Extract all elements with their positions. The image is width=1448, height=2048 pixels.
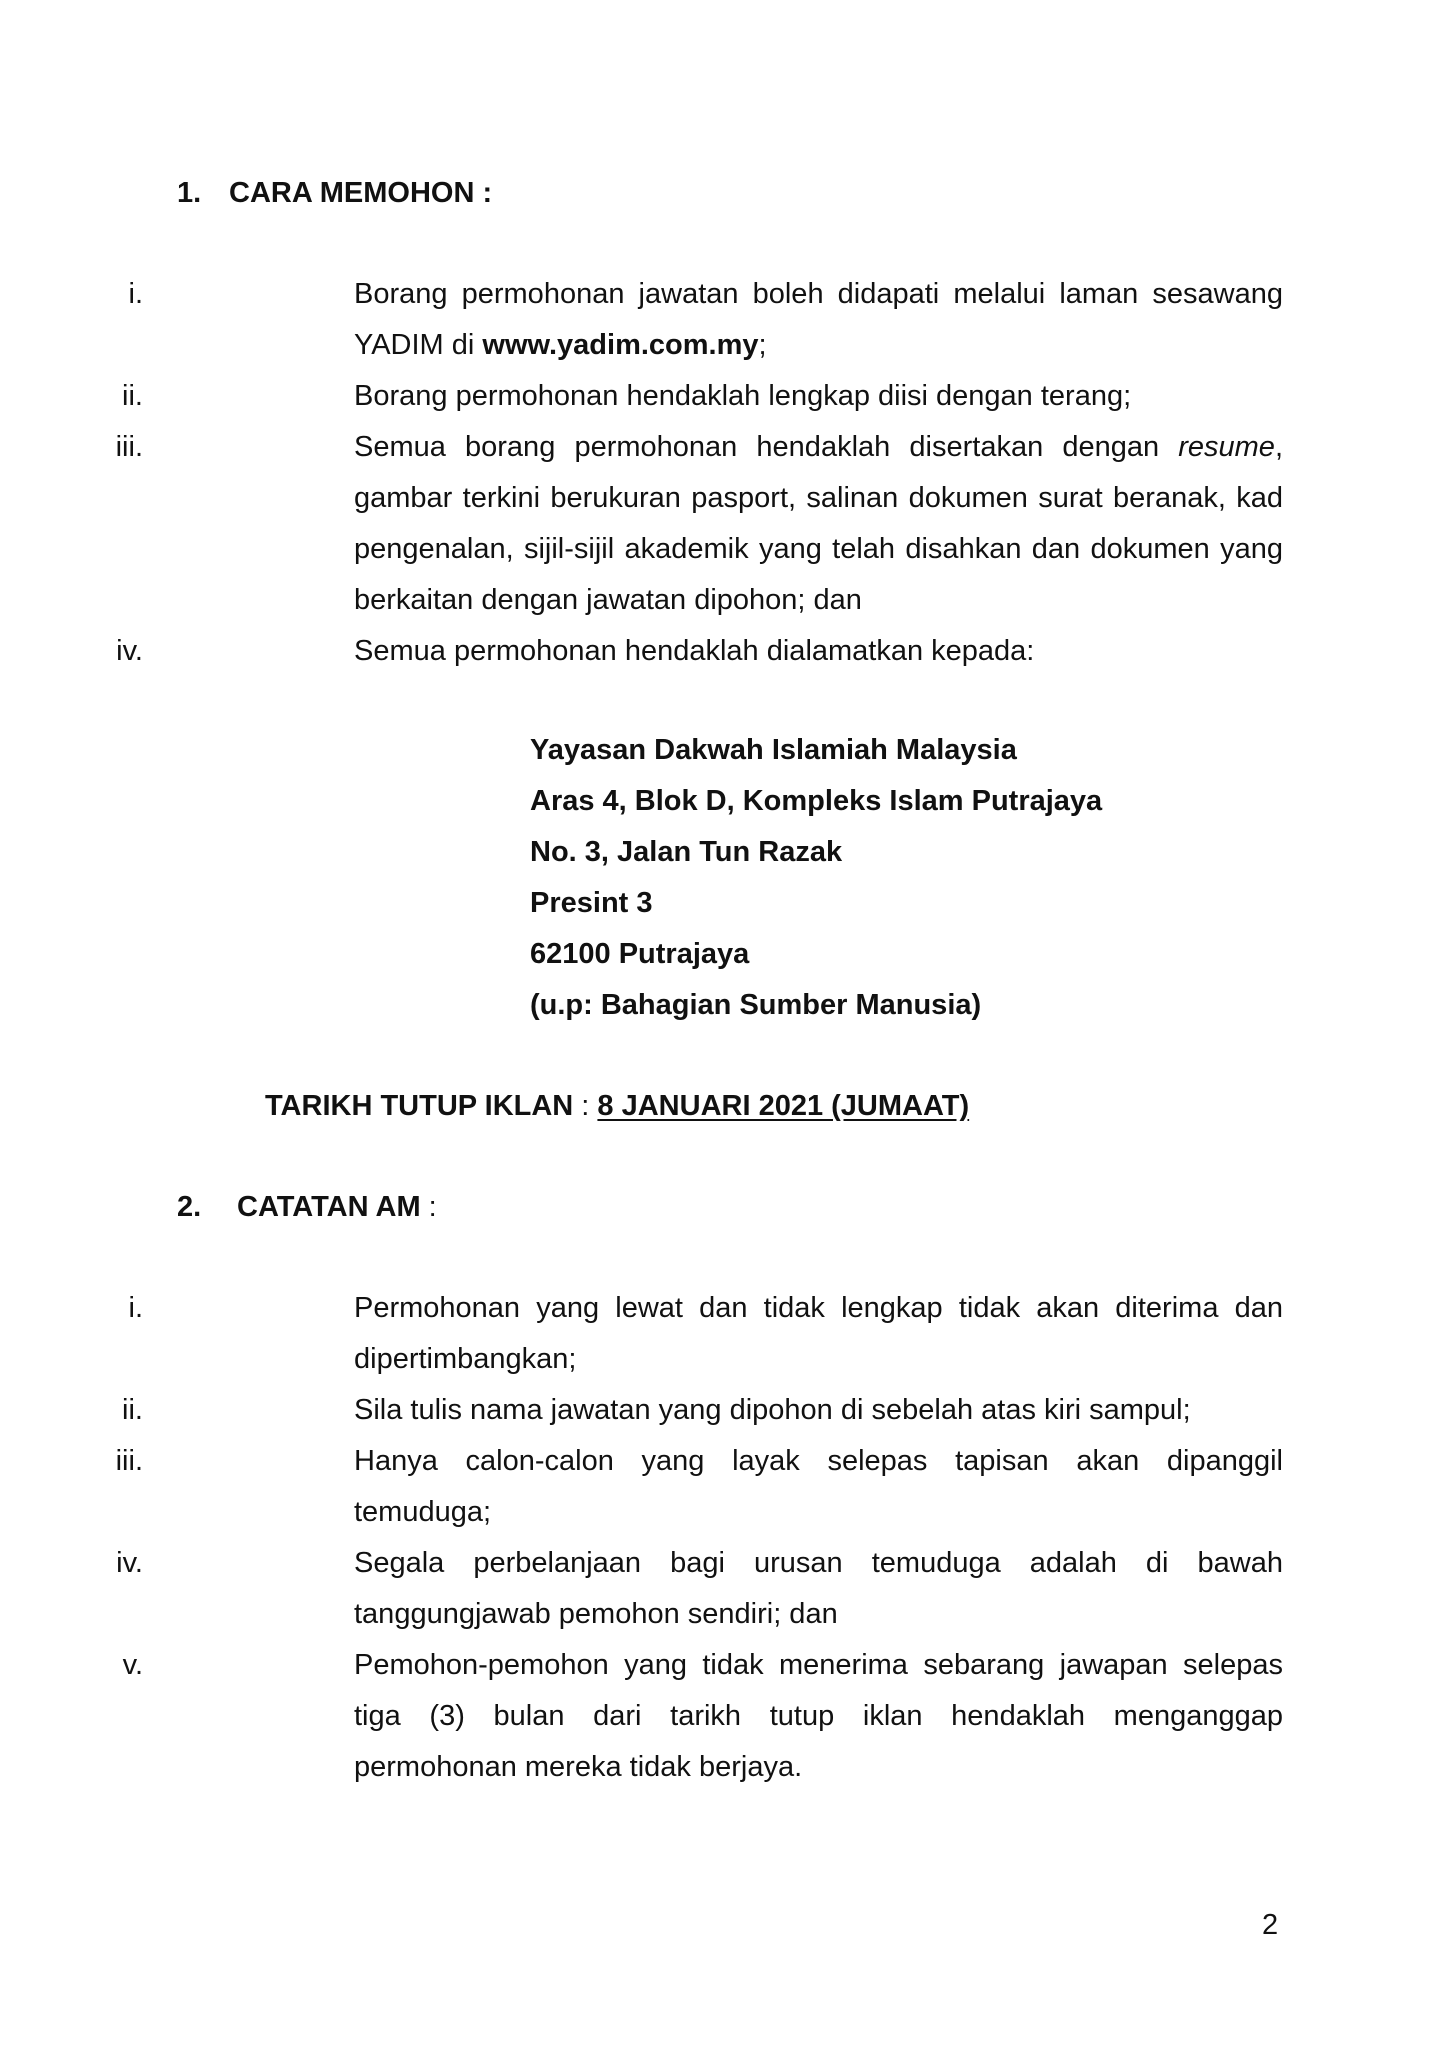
- list-marker: iv.: [116, 1547, 143, 1579]
- list-item-text: Hanya calon-calon yang layak selepas tapisan akan dipanggil temuduga;: [354, 1445, 1283, 1528]
- section2-title-suffix: :: [420, 1191, 437, 1223]
- section2-number: 2.: [177, 1191, 202, 1223]
- address-line: No. 3, Jalan Tun Razak: [530, 836, 843, 868]
- list-item: [0, 1385, 1283, 1436]
- address-line: Yayasan Dakwah Islamiah Malaysia: [530, 734, 1017, 766]
- list-item: [0, 1538, 1283, 1640]
- list-marker: ii.: [122, 380, 143, 412]
- list-item-text: Sila tulis nama jawatan yang dipohon di sebelah atas kiri sampul;: [354, 1394, 1191, 1426]
- list-item: [0, 269, 1283, 371]
- address-line: Aras 4, Blok D, Kompleks Islam Putrajaya: [530, 785, 1103, 817]
- list-marker: iii.: [115, 431, 143, 463]
- list-item: [0, 371, 1283, 422]
- list-marker: i.: [128, 278, 143, 310]
- section1-list: [0, 269, 1448, 677]
- list-marker: i.: [128, 1292, 143, 1324]
- address-line: 62100 Putrajaya: [530, 938, 750, 970]
- list-item: [0, 422, 1283, 626]
- closing-date: [265, 1081, 969, 1132]
- section2-list: [0, 1283, 1448, 1793]
- section1-heading: [177, 168, 492, 219]
- closing-date-label: TARIKH TUTUP IKLAN: [265, 1090, 574, 1122]
- closing-date-value: 8 JANUARI 2021 (JUMAAT): [597, 1090, 970, 1122]
- list-item-text: Semua borang permohonan hendaklah disertakan dengan resume, gambar terkini berukuran pasport, salinan dokumen surat beranak, kad pengenalan, sijil-sijil akademik yang telah disahkan dan dokumen yang berkaitan dengan jawatan dipohon; dan: [354, 431, 1283, 616]
- section2-heading: [177, 1182, 437, 1233]
- list-item-text: Borang permohonan hendaklah lengkap diisi dengan terang;: [354, 380, 1132, 412]
- section1-title: CARA MEMOHON :: [229, 177, 493, 209]
- address-line: Presint 3: [530, 887, 653, 919]
- list-item: [0, 1640, 1283, 1793]
- section2-title: CATATAN AM: [237, 1191, 421, 1223]
- list-item-text: Segala perbelanjaan bagi urusan temuduga adalah di bawah tanggungjawab pemohon sendiri; dan: [354, 1547, 1283, 1630]
- address-line: (u.p: Bahagian Sumber Manusia): [530, 989, 982, 1021]
- list-item-text: Pemohon-pemohon yang tidak menerima sebarang jawapan selepas tiga (3) bulan dari tarikh tutup iklan hendaklah menganggap permohonan mereka tidak berjaya.: [354, 1649, 1283, 1783]
- list-item-text: Borang permohonan jawatan boleh didapati melalui laman sesawang YADIM di www.yadim.com.my;: [354, 278, 1283, 361]
- closing-date-separator: :: [573, 1090, 598, 1122]
- page-number: 2: [1262, 1909, 1279, 1941]
- address-block: [530, 725, 1102, 1031]
- list-marker: iv.: [116, 635, 143, 667]
- list-item: [0, 1436, 1283, 1538]
- list-marker: iii.: [115, 1445, 143, 1477]
- section1-number: 1.: [177, 177, 202, 209]
- website-link[interactable]: www.yadim.com.my: [482, 329, 759, 361]
- list-item-text: Semua permohonan hendaklah dialamatkan kepada:: [354, 635, 1035, 667]
- list-item-text: Permohonan yang lewat dan tidak lengkap tidak akan diterima dan dipertimbangkan;: [354, 1292, 1283, 1375]
- list-marker: v.: [122, 1649, 143, 1681]
- list-item: [0, 626, 1283, 677]
- list-marker: ii.: [122, 1394, 143, 1426]
- list-item: [0, 1283, 1283, 1385]
